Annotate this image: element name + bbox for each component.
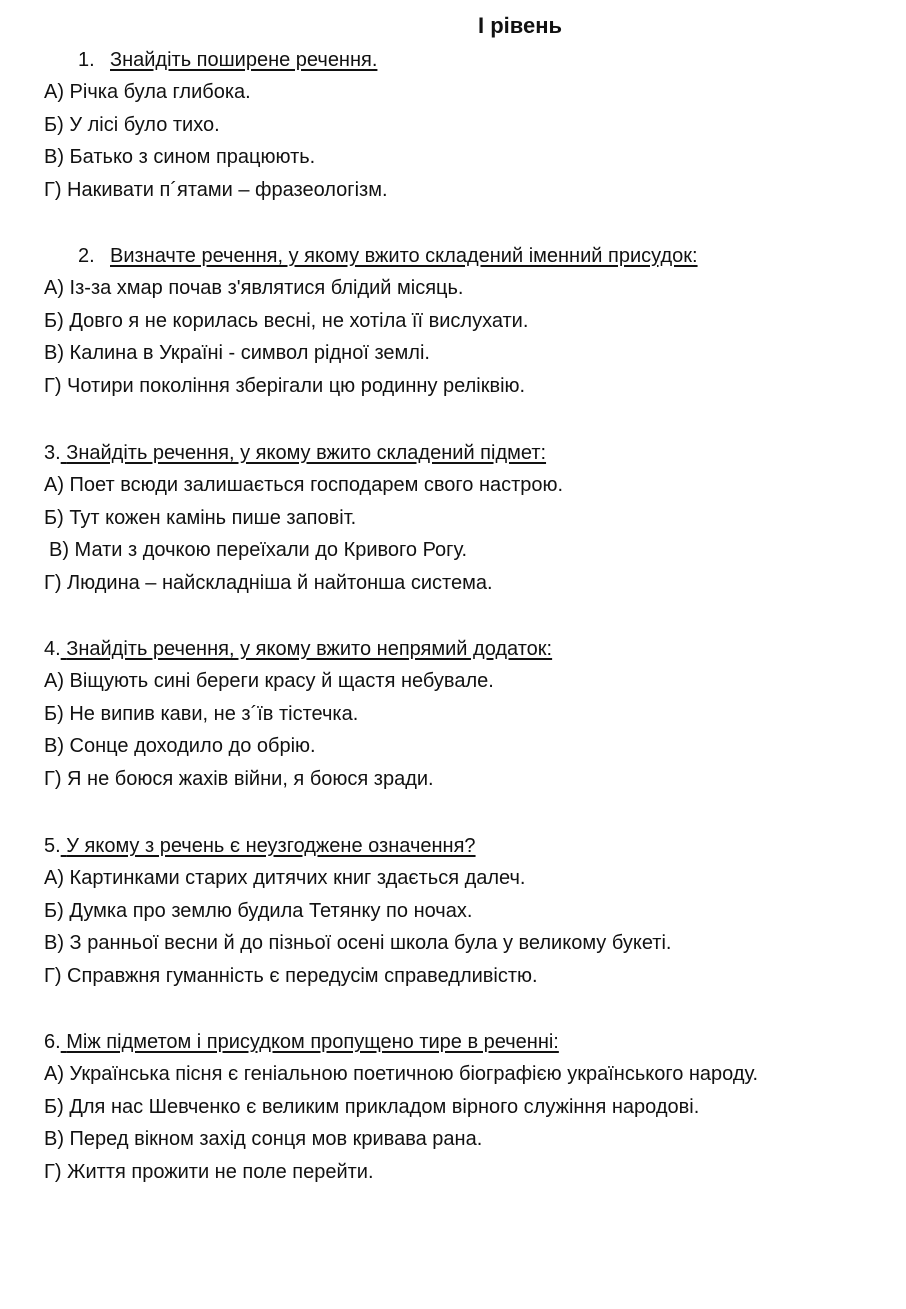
question-number: 4. — [44, 638, 61, 660]
answer-option-a: А) Українська пісня є геніальною поетичною біографією українського народу. — [44, 1063, 759, 1085]
question-text: Знайдіть речення, у якому вжито непрямий додаток: — [66, 638, 553, 660]
question-block-2 — [44, 240, 896, 402]
answer-option-g: Г) Справжня гуманність є передусім справедливістю. — [44, 964, 538, 987]
question-number: 6. — [44, 1031, 61, 1053]
answer-option-b: Б) У лісі було тихо. — [44, 113, 220, 136]
answer-option-g: Г) Я не боюся жахів війни, я боюся зради. — [44, 767, 434, 790]
answer-option-a: А) Віщують сині береги красу й щастя небувале. — [44, 670, 494, 692]
answer-option-b: Б) Тут кожен камінь пише заповіт. — [44, 506, 357, 529]
answer-option-v: В) Сонце доходило до обрію. — [44, 735, 316, 758]
answer-option-b: Б) Для нас Шевченко є великим прикладом вірного служіння народові. — [44, 1095, 700, 1118]
answer-option-v: В) Мати з дочкою переїхали до Кривого Рогу. — [49, 539, 468, 562]
question-number: 1. — [78, 49, 95, 71]
question-number: 2. — [78, 245, 95, 267]
question-number: 5. — [44, 835, 61, 857]
answer-option-g: Г) Життя прожити не поле перейти. — [44, 1160, 374, 1183]
answer-option-v: В) З ранньої весни й до пізньої осені школа була у великому букеті. — [44, 932, 672, 955]
question-text: Знайдіть поширене речення. — [110, 49, 378, 71]
answer-option-a: А) Поет всюди залишається господарем свого настрою. — [44, 474, 564, 496]
question-text: Знайдіть речення, у якому вжито складений підмет: — [66, 442, 547, 464]
question-heading — [44, 44, 896, 76]
question-heading — [44, 1026, 896, 1058]
answer-option-b: Б) Довго я не корилась весні, не хотіла її вислухати. — [44, 309, 529, 332]
question-block-4 — [44, 633, 896, 795]
question-heading — [44, 437, 896, 469]
question-number: 3. — [44, 442, 61, 464]
question-block-6 — [44, 1026, 896, 1188]
answer-option-g: Г) Накивати п´ятами – фразеологізм. — [44, 178, 388, 201]
answer-option-a: А) Із-за хмар почав з'являтися блідий місяць. — [44, 277, 464, 299]
answer-option-a: А) Річка була глибока. — [44, 81, 251, 103]
answer-option-v: В) Перед вікном захід сонця мов кривава рана. — [44, 1128, 483, 1151]
question-text: Між підметом і присудком пропущено тире в реченні: — [66, 1031, 559, 1053]
answer-option-b: Б) Не випив кави, не з´їв тістечка. — [44, 702, 359, 725]
question-block-5 — [44, 830, 896, 992]
question-heading — [44, 830, 896, 862]
page-title: І рівень — [477, 13, 563, 38]
answer-option-a: А) Картинками старих дитячих книг здається далеч. — [44, 867, 526, 889]
question-text: У якому з речень є неузгоджене означення? — [66, 835, 476, 857]
question-block-1 — [44, 44, 896, 206]
answer-option-g: Г) Чотири покоління зберігали цю родинну реліквію. — [44, 374, 526, 397]
answer-option-v: В) Батько з сином працюють. — [44, 146, 316, 169]
question-text: Визначте речення, у якому вжито складений іменний присудок: — [110, 245, 698, 267]
question-heading — [44, 240, 896, 272]
answer-option-v: В) Калина в Україні - символ рідної землі. — [44, 342, 430, 365]
answer-option-g: Г) Людина – найскладніша й найтонша система. — [44, 571, 493, 594]
question-heading — [44, 633, 896, 665]
answer-option-b: Б) Думка про землю будила Тетянку по ночах. — [44, 899, 473, 922]
question-block-3 — [44, 437, 896, 599]
